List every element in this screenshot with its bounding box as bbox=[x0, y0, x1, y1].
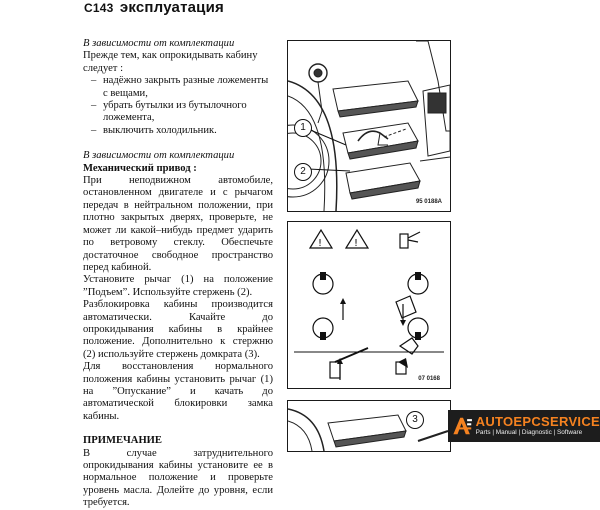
text-column bbox=[83, 38, 273, 510]
cab-lever-drawing bbox=[288, 41, 450, 211]
page-title: эксплуатация bbox=[119, 0, 224, 16]
figure-code: 95 0188A bbox=[415, 199, 442, 205]
callout-1: 1 bbox=[294, 119, 312, 137]
callout-3: 3 bbox=[406, 411, 424, 429]
list-item: – надёжно закрыть разные ложементы с вещами, bbox=[83, 75, 273, 100]
pictogram-drawing bbox=[288, 222, 450, 388]
precaution-list bbox=[83, 75, 273, 137]
equipment-note-2: В зависимости от комплектации bbox=[83, 150, 235, 162]
page-header bbox=[84, 0, 224, 18]
page-code: C143 bbox=[84, 1, 114, 15]
paragraph: Разблокировка кабины производится автоматически. Качайте до опрокидывания кабины в крайнее положение. Дополнительно к стержню (2) используйте стержень домкрата (3). bbox=[83, 299, 273, 360]
figure-pictograms bbox=[287, 221, 451, 389]
figure-jack-rod bbox=[287, 400, 451, 452]
intro-text: Прежде тем, как опрокидывать кабину следует : bbox=[83, 50, 258, 74]
paragraph: Для восстановления нормального положения кабины установить рычаг (1) на ”Опускание” и качать до автоматической блокировки замка кабины. bbox=[83, 361, 273, 422]
equipment-note-1: В зависимости от комплектации bbox=[83, 38, 235, 49]
list-item: – убрать бутылки из бутылочного ложемента, bbox=[83, 100, 273, 125]
list-item: – выключить холодильник. bbox=[83, 125, 273, 137]
watermark-banner bbox=[448, 410, 600, 442]
figure-code: 07 0168 bbox=[418, 376, 440, 382]
brand-tagline: Parts | Manual | Diagnostic | Software bbox=[475, 429, 583, 436]
brand-name: AUTOEPCSERVICE bbox=[475, 414, 600, 429]
brand-logo-icon bbox=[452, 412, 473, 440]
svg-text:!: ! bbox=[354, 238, 359, 249]
note-heading: ПРИМЕЧАНИЕ bbox=[83, 435, 162, 447]
figure-cab-lever bbox=[287, 40, 451, 212]
jack-rod-drawing bbox=[288, 401, 450, 451]
paragraph: При неподвижном автомобиле, остановленном двигателе и с рычагом передач в нейтральном положении, при плотно закрытых дверях, проверьте, не может ли какой–нибудь предмет ударить по ветровому стеклу. Обеспечьте достаточное свободное пространство перед кабиной. bbox=[83, 175, 273, 273]
paragraph: Установите рычаг (1) на положение ”Подъем”. Используйте стержень (2). bbox=[83, 274, 273, 298]
callout-2: 2 bbox=[294, 163, 312, 181]
section-heading-mechanical: Механический привод : bbox=[83, 162, 197, 174]
paragraph: В случае затруднительного опрокидывания кабины установите ее в нормальное положение и проверьте уровень масла. Долейте до уровня, если требуется. bbox=[83, 447, 273, 509]
svg-text:!: ! bbox=[318, 238, 323, 249]
